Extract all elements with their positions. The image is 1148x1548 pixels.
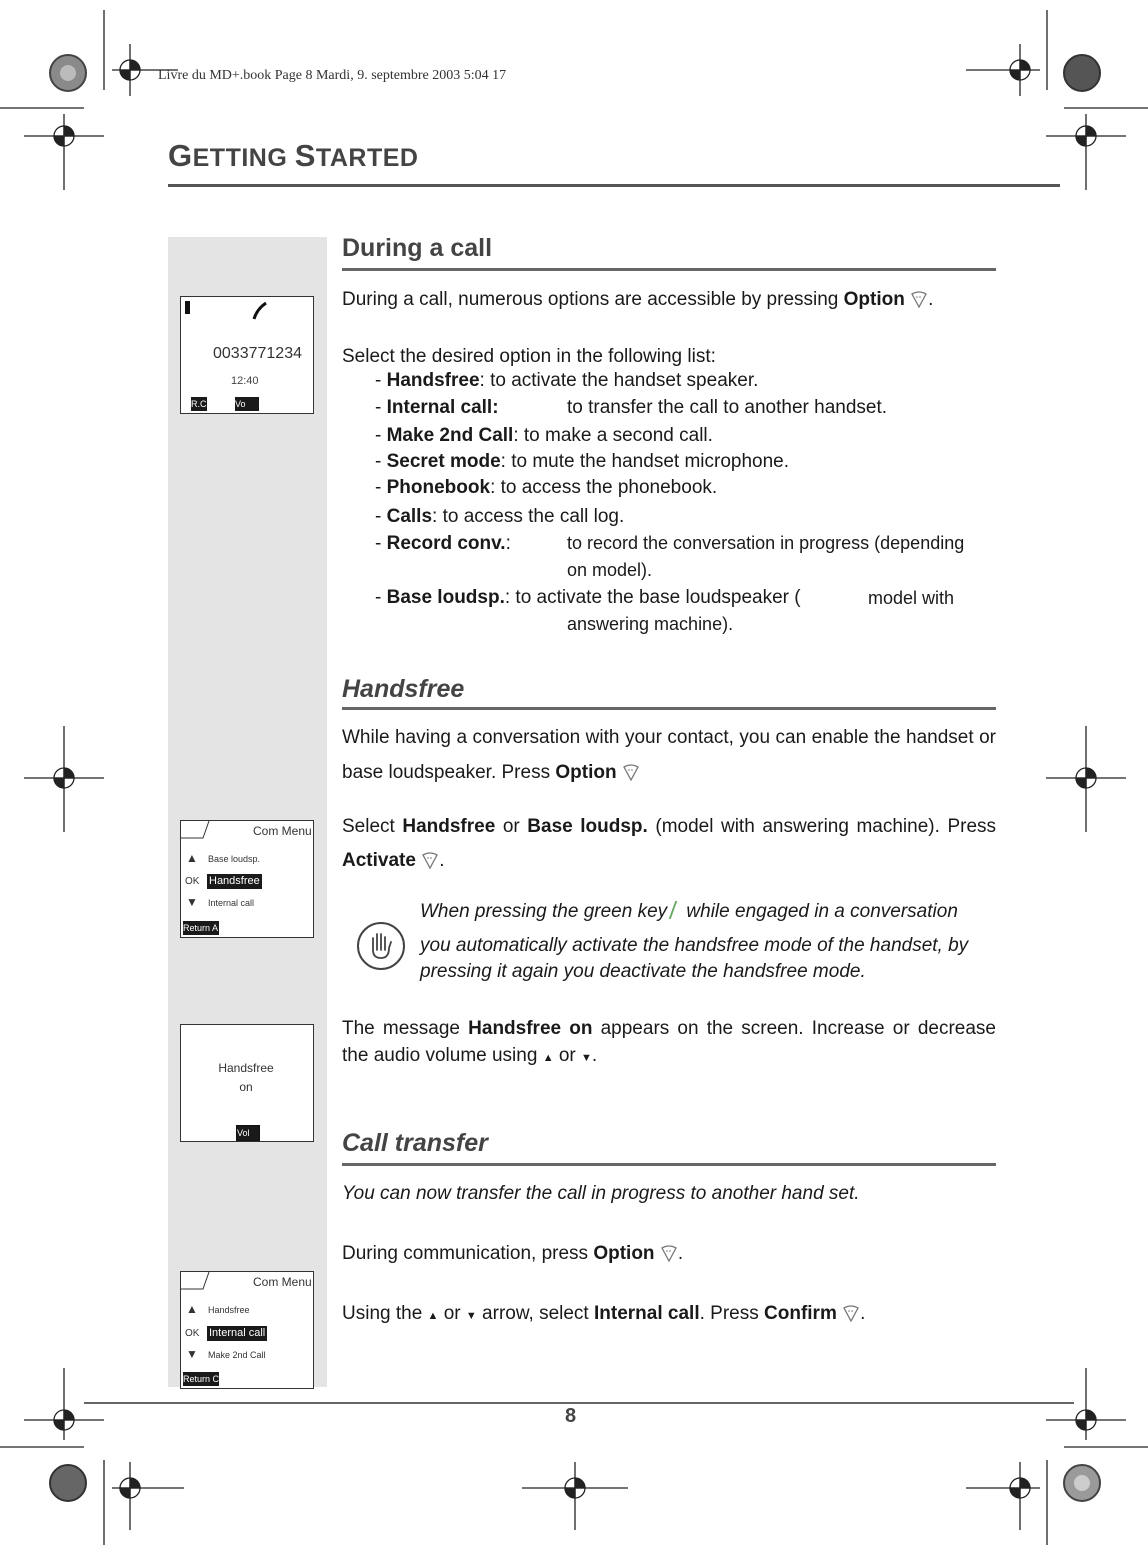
ok-label: OK [185, 1328, 200, 1339]
battery-icon [185, 301, 190, 314]
menu-item-selected: Internal call [209, 1327, 266, 1339]
list-item-desc: model with [868, 588, 955, 608]
down-arrow-icon: ▼ [465, 1310, 477, 1322]
list-item-desc: to record the conversation in progress (depending [567, 533, 965, 553]
call-time: 12:40 [231, 375, 259, 387]
handsfree-para-1: While having a conversation with your contact, you can enable the handset or base loudspeaker. Press Option [342, 727, 996, 783]
call-transfer-step-1: During communication, press Option . [342, 1243, 684, 1264]
heading-rule [342, 707, 996, 710]
handset-screen-call [180, 296, 314, 414]
menu-item-next: Internal call [208, 898, 255, 908]
softkey-return: Return A [183, 923, 219, 933]
call-transfer-intro: You can now transfer the call in progress to another hand set. [342, 1183, 860, 1204]
menu-item-prev: Base loudsp. [208, 854, 261, 864]
call-number: 0033771234 [213, 345, 302, 362]
list-item-desc: answering machine). [567, 614, 734, 634]
list-item: - Calls: to access the call log. [375, 506, 625, 527]
handsfree-on-line2: on [239, 1080, 253, 1094]
note-line-1: When pressing the green key while engaged in a conversation [420, 901, 958, 922]
print-header: Livre du MD+.book Page 8 Mardi, 9. septembre 2003 5:04 17 [158, 68, 507, 83]
softkey-left: R.C [191, 399, 207, 409]
note-line-3: pressing it again you deactivate the handsfree mode. [420, 961, 866, 982]
down-arrow-icon: ▼ [186, 895, 198, 909]
softkey-return: Return C [183, 1374, 219, 1384]
call-transfer-step-2: Using the ▲ or ▼ arrow, select Internal call. Press Confirm . [342, 1303, 866, 1324]
menu-item-prev: Handsfree [208, 1305, 250, 1315]
title-divider [168, 184, 1060, 187]
list-item-desc: to transfer the call to another handset. [567, 397, 888, 418]
softkey-volume: Vo [235, 397, 259, 411]
crosshair-icon [112, 44, 178, 96]
list-item: - Secret mode: to mute the handset microphone. [375, 451, 789, 472]
handset-screen-menu-internal-call [180, 1271, 314, 1389]
during-call-intro: During a call, numerous options are accessible by pressing Option . [342, 289, 934, 310]
softkey-icon [660, 1244, 678, 1262]
up-arrow-icon: ▲ [186, 1302, 198, 1316]
down-arrow-icon: ▼ [186, 1347, 198, 1361]
select-option-text: Select the desired option in the following list: [342, 346, 716, 367]
footer-rule [84, 1402, 1074, 1404]
down-arrow-icon: ▼ [581, 1052, 592, 1064]
menu-header: Com Menu [253, 824, 312, 838]
heading-during-call: During a call [342, 234, 493, 262]
list-item-desc: on model). [567, 560, 653, 580]
menu-item-selected: Handsfree [209, 875, 260, 887]
list-item: - Phonebook: to access the phonebook. [375, 477, 718, 498]
handset-screen-menu-handsfree [180, 820, 314, 938]
handsfree-para-2: Select Handsfree or Base loudsp. (model with answering machine). Press Activate . [342, 816, 997, 871]
up-arrow-icon: ▲ [542, 1052, 554, 1064]
heading-rule [342, 268, 996, 271]
softkey-icon [910, 290, 928, 308]
softkey-icon [842, 1304, 860, 1322]
list-item: - Record conv.: [375, 533, 511, 554]
list-item: - Make 2nd Call: to make a second call. [375, 425, 713, 446]
list-item: - Base loudsp.: to activate the base loudspeaker ( [375, 587, 801, 608]
up-arrow-icon: ▲ [427, 1310, 439, 1322]
heading-rule [342, 1163, 996, 1166]
heading-handsfree: Handsfree [342, 675, 465, 703]
up-arrow-icon: ▲ [186, 851, 198, 865]
softkey-volume: Vol [236, 1125, 260, 1141]
menu-item-next: Make 2nd Call [208, 1350, 266, 1360]
softkey-icon [421, 851, 439, 869]
phone-icon [251, 301, 269, 321]
handset-screen-handsfree-on [180, 1024, 314, 1142]
hand-note-icon [355, 920, 407, 972]
list-item: - Handsfree: to activate the handset speaker. [375, 370, 759, 391]
softkey-icon [622, 763, 640, 781]
handsfree-para-3: The message Handsfree on appears on the screen. Increase or decrease the audio volume using ▲ or ▼. [342, 1018, 996, 1066]
menu-header: Com Menu [253, 1275, 312, 1289]
heading-call-transfer: Call transfer [342, 1129, 488, 1157]
ok-label: OK [185, 876, 200, 887]
section-title: GETTING STARTED [168, 138, 419, 173]
list-item: - Internal call: [375, 397, 499, 418]
note-line-2: you automatically activate the handsfree mode of the handset, by [420, 935, 969, 956]
page-number: 8 [565, 1405, 577, 1427]
handsfree-on-line1: Handsfree [218, 1061, 274, 1075]
